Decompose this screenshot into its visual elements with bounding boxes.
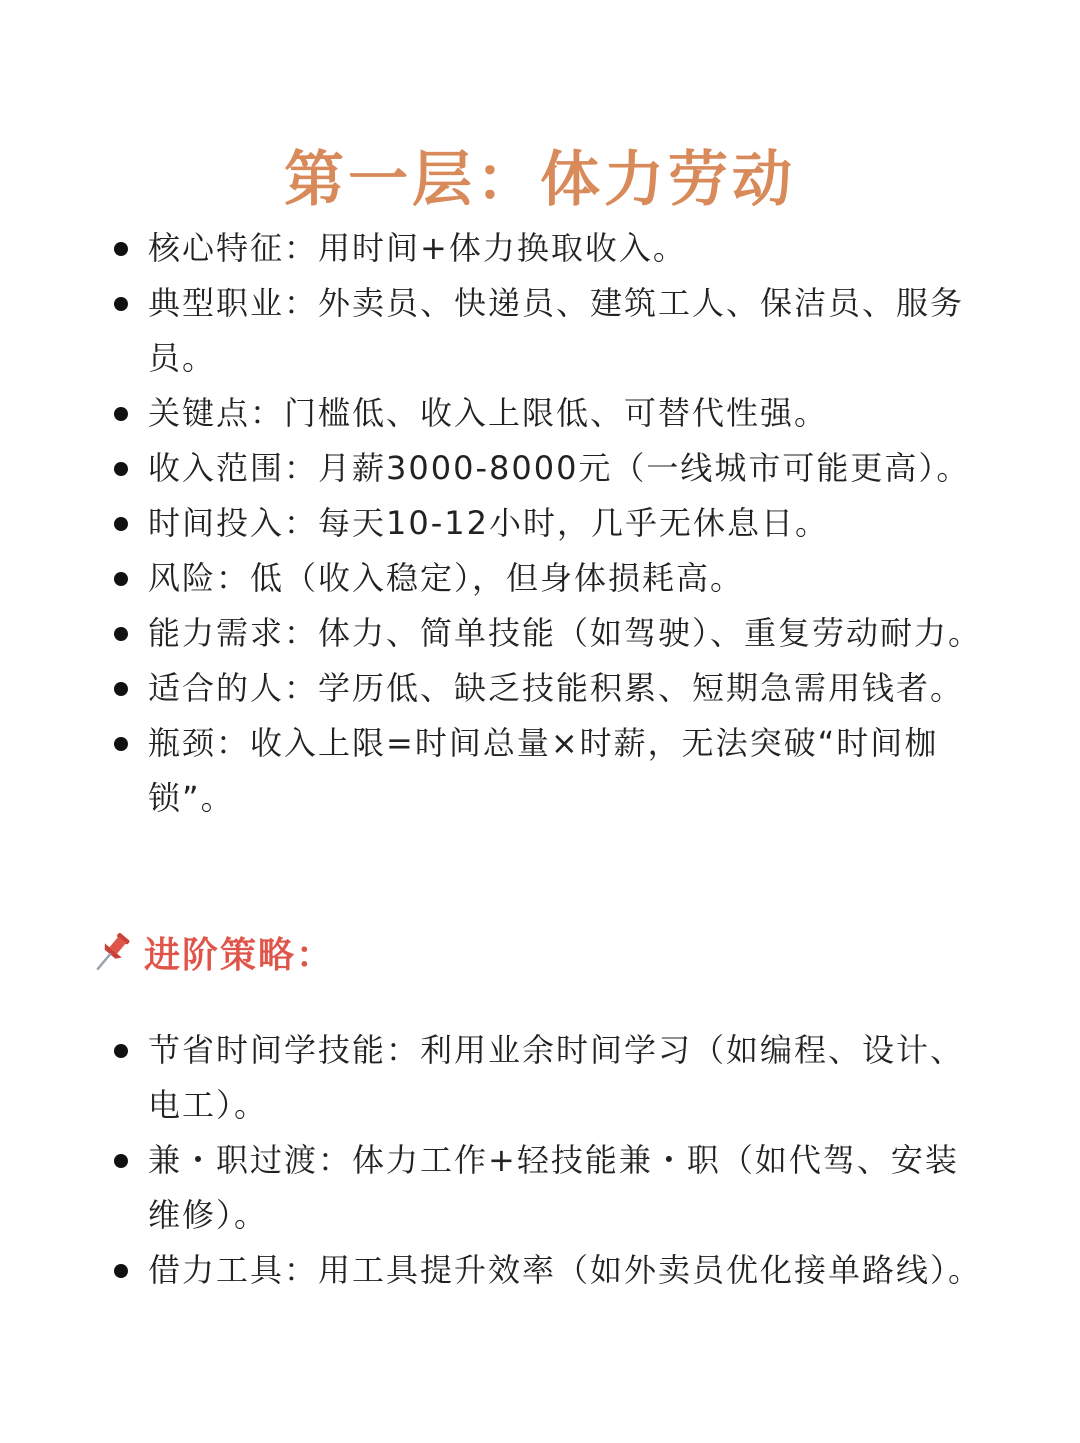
list-item-text: 关键点：门槛低、收入上限低、可替代性强。: [148, 394, 829, 432]
list-item: [110, 661, 990, 716]
list-item: [110, 606, 990, 661]
bullet-icon: [114, 627, 128, 641]
pushpin-icon: [90, 928, 134, 976]
bullet-icon: [114, 242, 128, 256]
list-item-text: 节省时间学技能：利用业余时间学习（如编程、设计、电工）。: [148, 1031, 965, 1124]
bullet-icon: [114, 1154, 128, 1168]
list-item: [110, 1023, 990, 1133]
list-item: [110, 551, 990, 606]
strategies-list: [110, 1023, 990, 1298]
list-item: [110, 221, 990, 276]
bullet-icon: [114, 517, 128, 531]
list-item-text: 借力工具：用工具提升效率（如外卖员优化接单路线）。: [148, 1251, 983, 1289]
bullet-icon: [114, 462, 128, 476]
list-item-text: 核心特征：用时间+体力换取收入。: [148, 229, 687, 267]
section-heading-label: 进阶策略：: [144, 934, 335, 976]
bullet-icon: [114, 297, 128, 311]
list-item: [110, 441, 990, 496]
list-item: [110, 276, 990, 386]
page-title: 第一层：体力劳动: [284, 145, 796, 216]
list-item: [110, 386, 990, 441]
list-item-text: 典型职业：外卖员、快递员、建筑工人、保洁员、服务员。: [148, 284, 965, 377]
list-item-text: 时间投入：每天10-12小时，几乎无休息日。: [148, 504, 829, 542]
list-item: [110, 1243, 990, 1298]
bullet-icon: [114, 1044, 128, 1058]
bullet-icon: [114, 572, 128, 586]
bullet-icon: [114, 1264, 128, 1278]
list-item-text: 兼・职过渡：体力工作+轻技能兼・职（如代驾、安装维修）。: [148, 1141, 959, 1234]
bullet-icon: [114, 737, 128, 751]
list-item-text: 瓶颈：收入上限=时间总量×时薪，无法突破“时间枷锁”。: [148, 724, 939, 817]
bullet-icon: [114, 407, 128, 421]
list-item-text: 能力需求：体力、简单技能（如驾驶）、重复劳动耐力。: [148, 614, 983, 652]
list-item: [110, 1133, 990, 1243]
list-item: [110, 496, 990, 551]
list-item-text: 适合的人：学历低、缺乏技能积累、短期急需用钱者。: [148, 669, 965, 707]
list-item-text: 风险：低（收入稳定），但身体损耗高。: [148, 559, 745, 597]
traits-list: [110, 221, 990, 826]
strategy-heading: [90, 922, 334, 982]
list-item-text: 收入范围：月薪3000-8000元（一线城市可能更高）。: [148, 449, 971, 487]
bullet-icon: [114, 682, 128, 696]
list-item: [110, 716, 990, 826]
